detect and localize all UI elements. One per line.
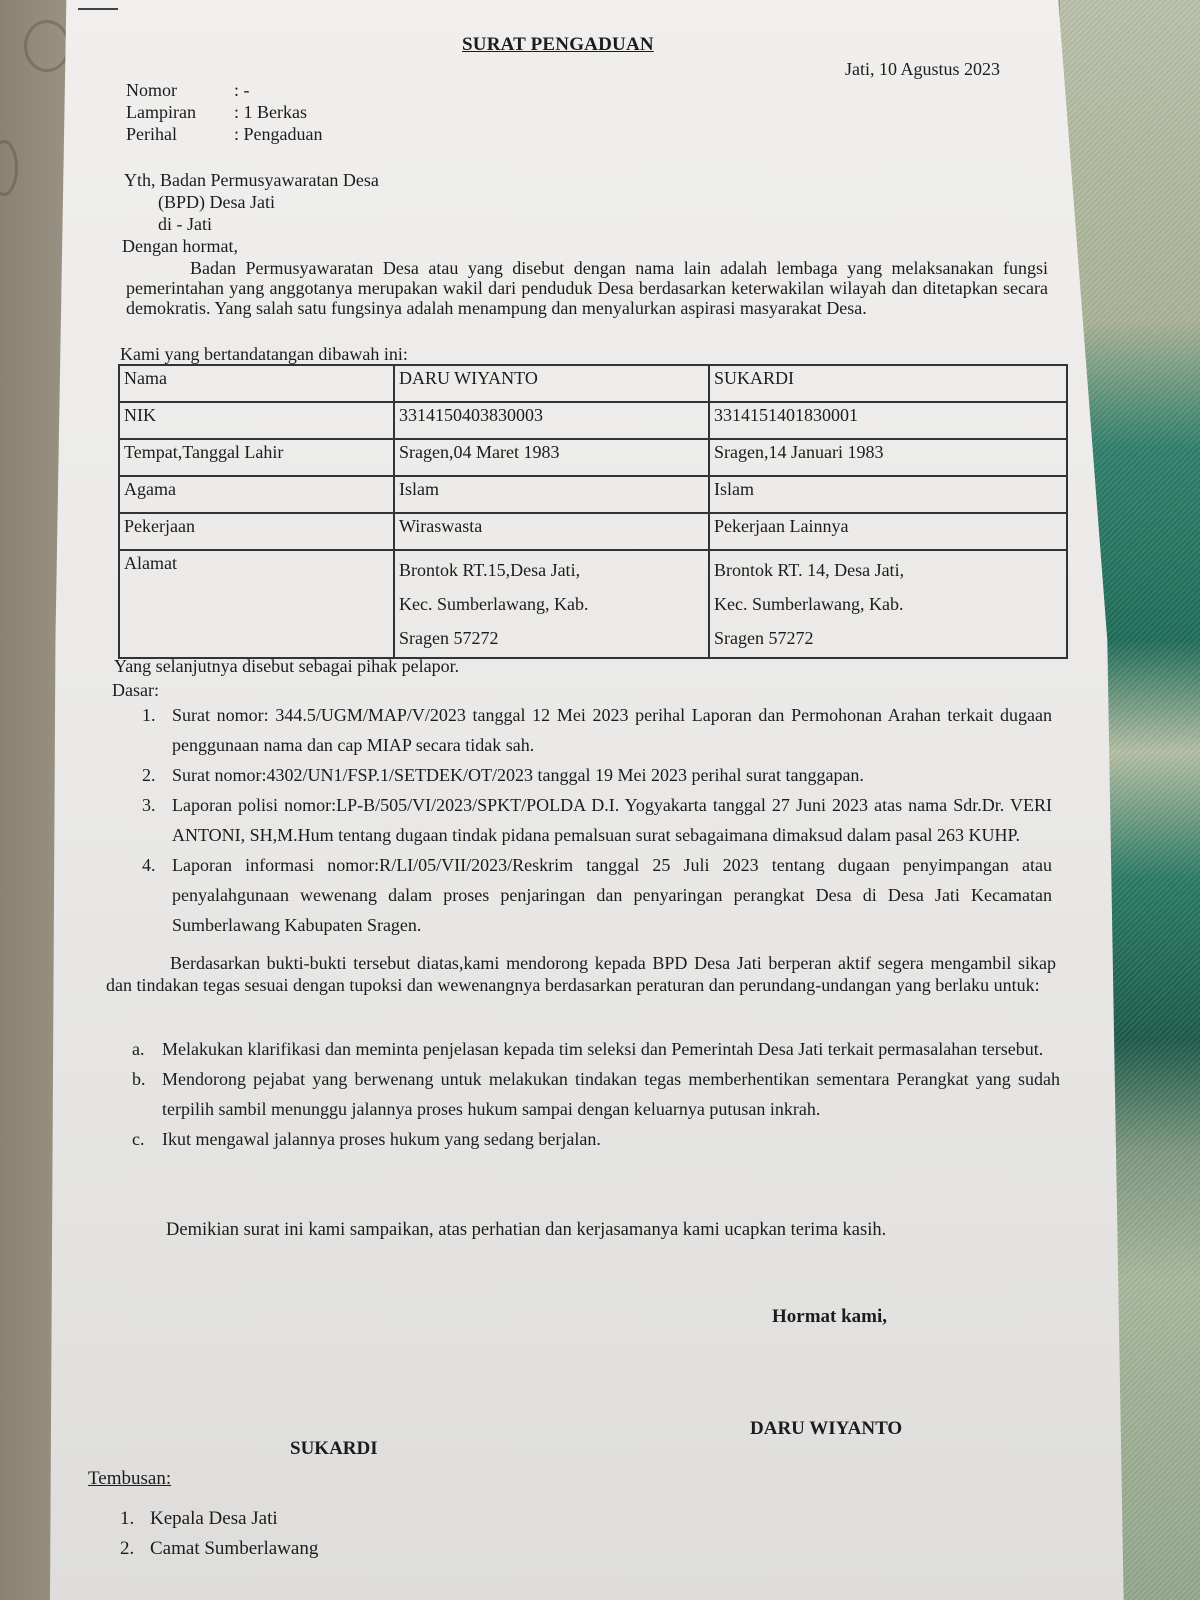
document-title: SURAT PENGADUAN xyxy=(462,34,654,55)
item-text: Laporan informasi nomor:R/LI/05/VII/2023/Reskrim tanggal 25 Juli 2023 tentang dugaan penyimpangan atau penyalahgunaan wewenang dalam proses penjaringan dan penyaringan perangkat Desa di Desa Jati Kecamatan Sumberlawang Kabupaten Sragen. xyxy=(172,855,1052,935)
meta-label: Perihal xyxy=(126,124,177,144)
cc-list xyxy=(120,1504,520,1564)
basis-list xyxy=(142,700,1052,940)
list-item xyxy=(132,1034,1060,1064)
list-item xyxy=(120,1504,520,1534)
table-row xyxy=(119,513,1067,550)
item-letter: a. xyxy=(132,1039,145,1059)
reporter-note: Yang selanjutnya disebut sebagai pihak pelapor. xyxy=(114,656,460,676)
person2-value: SUKARDI xyxy=(709,365,1067,402)
table-row xyxy=(119,476,1067,513)
row-label: NIK xyxy=(119,402,394,439)
list-item xyxy=(142,700,1052,760)
meta-value: : 1 Berkas xyxy=(234,102,307,122)
meta-nomor xyxy=(126,80,250,101)
meta-lampiran xyxy=(126,102,307,123)
person1-value: 3314150403830003 xyxy=(394,402,709,439)
item-number: 1. xyxy=(120,1508,135,1529)
item-text: Ikut mengawal jalannya proses hukum yang sedang berjalan. xyxy=(162,1129,601,1149)
table-row xyxy=(119,402,1067,439)
list-item xyxy=(142,850,1052,940)
row-label: Pekerjaan xyxy=(119,513,394,550)
list-item xyxy=(142,790,1052,850)
person2-value: Islam xyxy=(709,476,1067,513)
cc-heading: Tembusan: xyxy=(88,1468,172,1489)
item-number: 2. xyxy=(142,765,156,785)
person2-value: 3314151401830001 xyxy=(709,402,1067,439)
address-line: Brontok RT.15,Desa Jati, xyxy=(399,560,581,580)
row-label: Agama xyxy=(119,476,394,513)
item-text: Laporan polisi nomor:LP-B/505/VI/2023/SPKT/POLDA D.I. Yogyakarta tanggal 27 Juni 2023 atas nama Sdr.Dr. VERI ANTONI, SH,M.Hum tentang dugaan tindak pidana pemalsuan surat sebagaimana dimaksud dalam pasal 263 KUHP. xyxy=(172,795,1052,845)
item-number: 2. xyxy=(120,1538,135,1559)
address-line: Kec. Sumberlawang, Kab. xyxy=(399,594,589,614)
address-line: Sragen 57272 xyxy=(714,628,814,648)
address-line: Sragen 57272 xyxy=(399,628,499,648)
closing-sentence: Demikian surat ini kami sampaikan, atas perhatian dan kerjasamanya kami ucapkan terima kasih. xyxy=(166,1220,887,1240)
list-item xyxy=(132,1064,1060,1124)
row-label: Alamat xyxy=(119,550,394,658)
identity-table xyxy=(118,364,1068,659)
background-stain xyxy=(0,140,18,196)
person1-address xyxy=(394,550,709,658)
person1-value: Sragen,04 Maret 1983 xyxy=(394,439,709,476)
recipient-line-3: di - Jati xyxy=(158,214,212,234)
item-text: Mendorong pejabat yang berwenang untuk melakukan tindakan tegas memberhentikan sementara Perangkat yang sudah terpilih sambil menunggu jalannya proses hukum sampai dengan keluarnya putusan inkrah. xyxy=(162,1069,1060,1119)
list-item xyxy=(142,760,1052,790)
row-label: Nama xyxy=(119,365,394,402)
greeting: Dengan hormat, xyxy=(122,236,238,256)
signature-right-name: DARU WIYANTO xyxy=(750,1418,903,1439)
item-number: 3. xyxy=(142,795,156,815)
person1-value: Wiraswasta xyxy=(394,513,709,550)
item-text: Kepala Desa Jati xyxy=(150,1508,278,1529)
item-letter: b. xyxy=(132,1069,146,1089)
list-item xyxy=(120,1534,520,1564)
meta-value: : Pengaduan xyxy=(234,124,323,144)
intro-paragraph: Badan Permusyawaratan Desa atau yang disebut dengan nama lain adalah lembaga yang melaksanakan fungsi pemerintahan yang anggotanya merupakan wakil dari penduduk Desa berdasarkan keterwakilan wilayah dan ditetapkan secara demokratis. Yang salah satu fungsinya adalah menampung dan menyalurkan aspirasi masyarakat Desa. xyxy=(126,258,1048,318)
background-stain xyxy=(24,20,70,72)
person1-value: Islam xyxy=(394,476,709,513)
meta-perihal xyxy=(126,124,322,145)
address-line: Brontok RT. 14, Desa Jati, xyxy=(714,560,905,580)
place-date: Jati, 10 Agustus 2023 xyxy=(845,59,1001,79)
regards: Hormat kami, xyxy=(772,1306,888,1327)
signatories-intro: Kami yang bertandatangan dibawah ini: xyxy=(120,344,408,364)
table-row xyxy=(119,439,1067,476)
recipient-line-2: (BPD) Desa Jati xyxy=(158,192,275,212)
address-line: Kec. Sumberlawang, Kab. xyxy=(714,594,904,614)
request-list xyxy=(132,1034,1060,1154)
person2-value: Pekerjaan Lainnya xyxy=(709,513,1067,550)
table-row xyxy=(119,365,1067,402)
row-label: Tempat,Tanggal Lahir xyxy=(119,439,394,476)
table-row-address xyxy=(119,550,1067,658)
meta-value: : - xyxy=(234,80,250,100)
item-number: 1. xyxy=(142,705,156,725)
item-text: Camat Sumberlawang xyxy=(150,1538,319,1559)
person2-address xyxy=(709,550,1067,658)
meta-label: Lampiran xyxy=(126,102,196,122)
request-paragraph: Berdasarkan bukti-bukti tersebut diatas,kami mendorong kepada BPD Desa Jati berperan aktif segera mengambil sikap dan tindakan tegas sesuai dengan tupoksi dan wewenangnya berdasarkan peraturan dan perundang-undangan yang berlaku untuk: xyxy=(106,953,1056,995)
person1-value: DARU WIYANTO xyxy=(394,365,709,402)
item-letter: c. xyxy=(132,1129,145,1149)
item-text: Surat nomor:4302/UN1/FSP.1/SETDEK/OT/2023 tanggal 19 Mei 2023 perihal surat tanggapan. xyxy=(172,765,864,785)
recipient-line-1: Yth, Badan Permusyawaratan Desa xyxy=(124,170,379,190)
item-text: Melakukan klarifikasi dan meminta penjelasan kepada tim seleksi dan Pemerintah Desa Jati terkait permasalahan tersebut. xyxy=(162,1039,1044,1059)
item-number: 4. xyxy=(142,855,156,875)
signature-left-name: SUKARDI xyxy=(290,1438,378,1459)
list-item xyxy=(132,1124,1060,1154)
meta-label: Nomor xyxy=(126,80,177,100)
basis-heading: Dasar: xyxy=(112,680,159,700)
person2-value: Sragen,14 Januari 1983 xyxy=(709,439,1067,476)
pen-mark xyxy=(78,8,118,10)
item-text: Surat nomor: 344.5/UGM/MAP/V/2023 tanggal 12 Mei 2023 perihal Laporan dan Permohonan Arahan terkait dugaan penggunaan nama dan cap MIAP secara tidak sah. xyxy=(172,705,1052,755)
